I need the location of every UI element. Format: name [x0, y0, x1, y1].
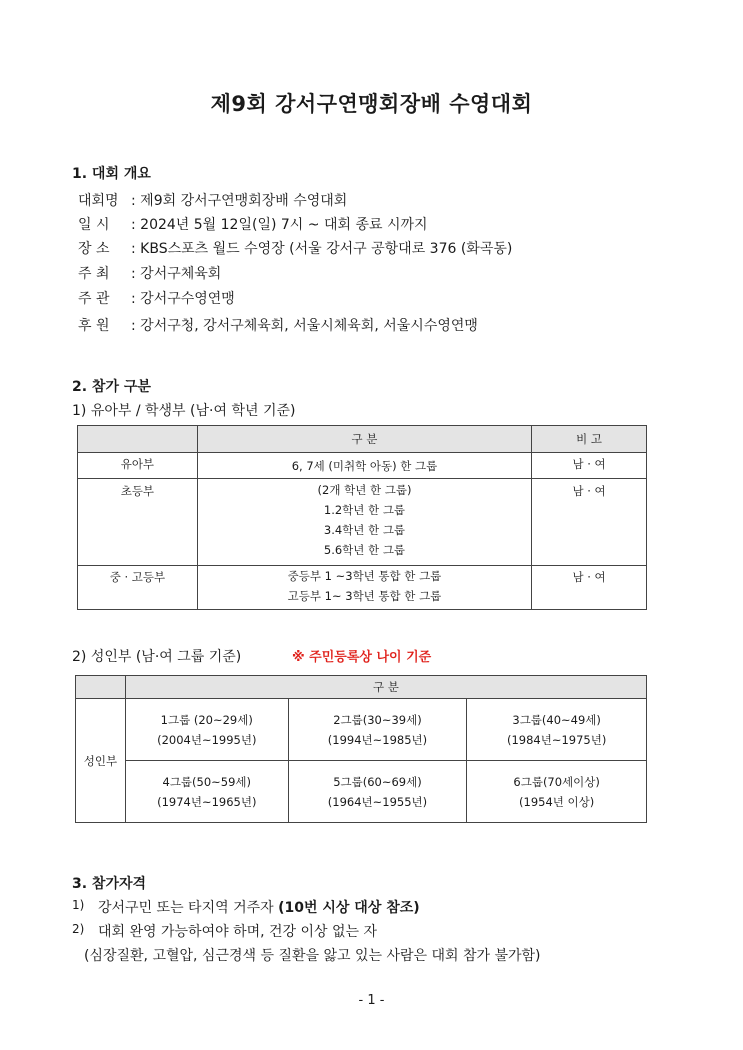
division-cell: 중 · 고등부 — [78, 566, 198, 610]
header-division: 구 분 — [197, 426, 531, 453]
overview-label: 주 관 — [78, 291, 110, 307]
table-row — [76, 699, 647, 761]
table-row — [78, 453, 647, 479]
table-header-row — [78, 426, 647, 453]
header-empty — [76, 676, 126, 699]
division-cell: 유아부 — [78, 453, 198, 479]
subsection-youth-student: 1) 유아부 / 학생부 (남·여 학년 기준) — [72, 403, 296, 419]
overview-value: : 강서구청, 강서구체육회, 서울시체육회, 서울시수영연맹 — [131, 318, 478, 334]
age-group-cell: 4그룹(50~59세) (1974년~1965년) — [125, 761, 288, 823]
note-cell: 남 · 여 — [532, 479, 647, 566]
overview-value: : 제9회 강서구연맹회장배 수영대회 — [131, 193, 348, 209]
document-title: 제9회 강서구연맹회장배 수영대회 — [210, 92, 533, 116]
eligibility-item: 강서구민 또는 타지역 거주자 (10번 시상 대상 참조) — [98, 900, 420, 916]
overview-value: : 강서구수영연맹 — [131, 291, 235, 307]
overview-label: 대회명 — [78, 193, 119, 209]
youth-student-table — [77, 425, 647, 610]
age-group-cell: 6그룹(70세이상) (1954년 이상) — [467, 761, 647, 823]
division-cell: 초등부 — [78, 479, 198, 566]
page-number: - 1 - — [358, 993, 385, 1008]
overview-value: : 2024년 5월 12일(일) 7시 ~ 대회 종료 시까지 — [131, 217, 428, 233]
section3-heading: 3. 참가자격 — [72, 876, 147, 892]
age-group-cell: 2그룹(30~39세) (1994년~1985년) — [288, 699, 467, 761]
section2-heading: 2. 참가 구분 — [72, 379, 151, 395]
age-group-cell: 3그룹(40~49세) (1984년~1975년) — [467, 699, 647, 761]
overview-label: 후 원 — [78, 318, 110, 334]
table-row — [78, 479, 647, 566]
group-cell: 6, 7세 (미취학 아동) 한 그룹 — [197, 453, 531, 479]
eligibility-exclusion-note: (심장질환, 고혈압, 심근경색 등 질환을 앓고 있는 사람은 대회 참가 불가함) — [84, 948, 541, 964]
header-division: 구 분 — [125, 676, 646, 699]
eligibility-item-number: 2) — [72, 922, 85, 936]
eligibility-item: 대회 완영 가능하여야 하며, 건강 이상 없는 자 — [98, 924, 378, 940]
note-cell: 남 · 여 — [532, 566, 647, 610]
adult-table — [75, 675, 647, 823]
group-cell: (2개 학년 한 그룹) 1.2학년 한 그룹 3.4학년 한 그룹 5.6학년 한 그룹 — [197, 479, 531, 566]
table-row — [76, 761, 647, 823]
eligibility-item-number: 1) — [72, 898, 85, 912]
section1-heading: 1. 대회 개요 — [72, 166, 151, 182]
age-basis-note: ※ 주민등록상 나이 기준 — [292, 650, 432, 665]
table-header-row — [76, 676, 647, 699]
header-note: 비 고 — [532, 426, 647, 453]
overview-label: 일 시 — [78, 217, 110, 233]
overview-label: 장 소 — [78, 241, 110, 257]
overview-label: 주 최 — [78, 266, 110, 282]
table-row — [78, 566, 647, 610]
age-group-cell: 5그룹(60~69세) (1964년~1955년) — [288, 761, 467, 823]
header-empty — [78, 426, 198, 453]
age-group-cell: 1그룹 (20~29세) (2004년~1995년) — [125, 699, 288, 761]
group-cell: 중등부 1 ~3학년 통합 한 그룹 고등부 1~ 3학년 통합 한 그룹 — [197, 566, 531, 610]
note-cell: 남 · 여 — [532, 453, 647, 479]
subsection-adult: 2) 성인부 (남·여 그룹 기준) — [72, 649, 242, 665]
overview-value: : 강서구체육회 — [131, 266, 222, 282]
division-cell: 성인부 — [76, 699, 126, 823]
overview-value: : KBS스포츠 월드 수영장 (서울 강서구 공항대로 376 (화곡동) — [131, 241, 513, 257]
